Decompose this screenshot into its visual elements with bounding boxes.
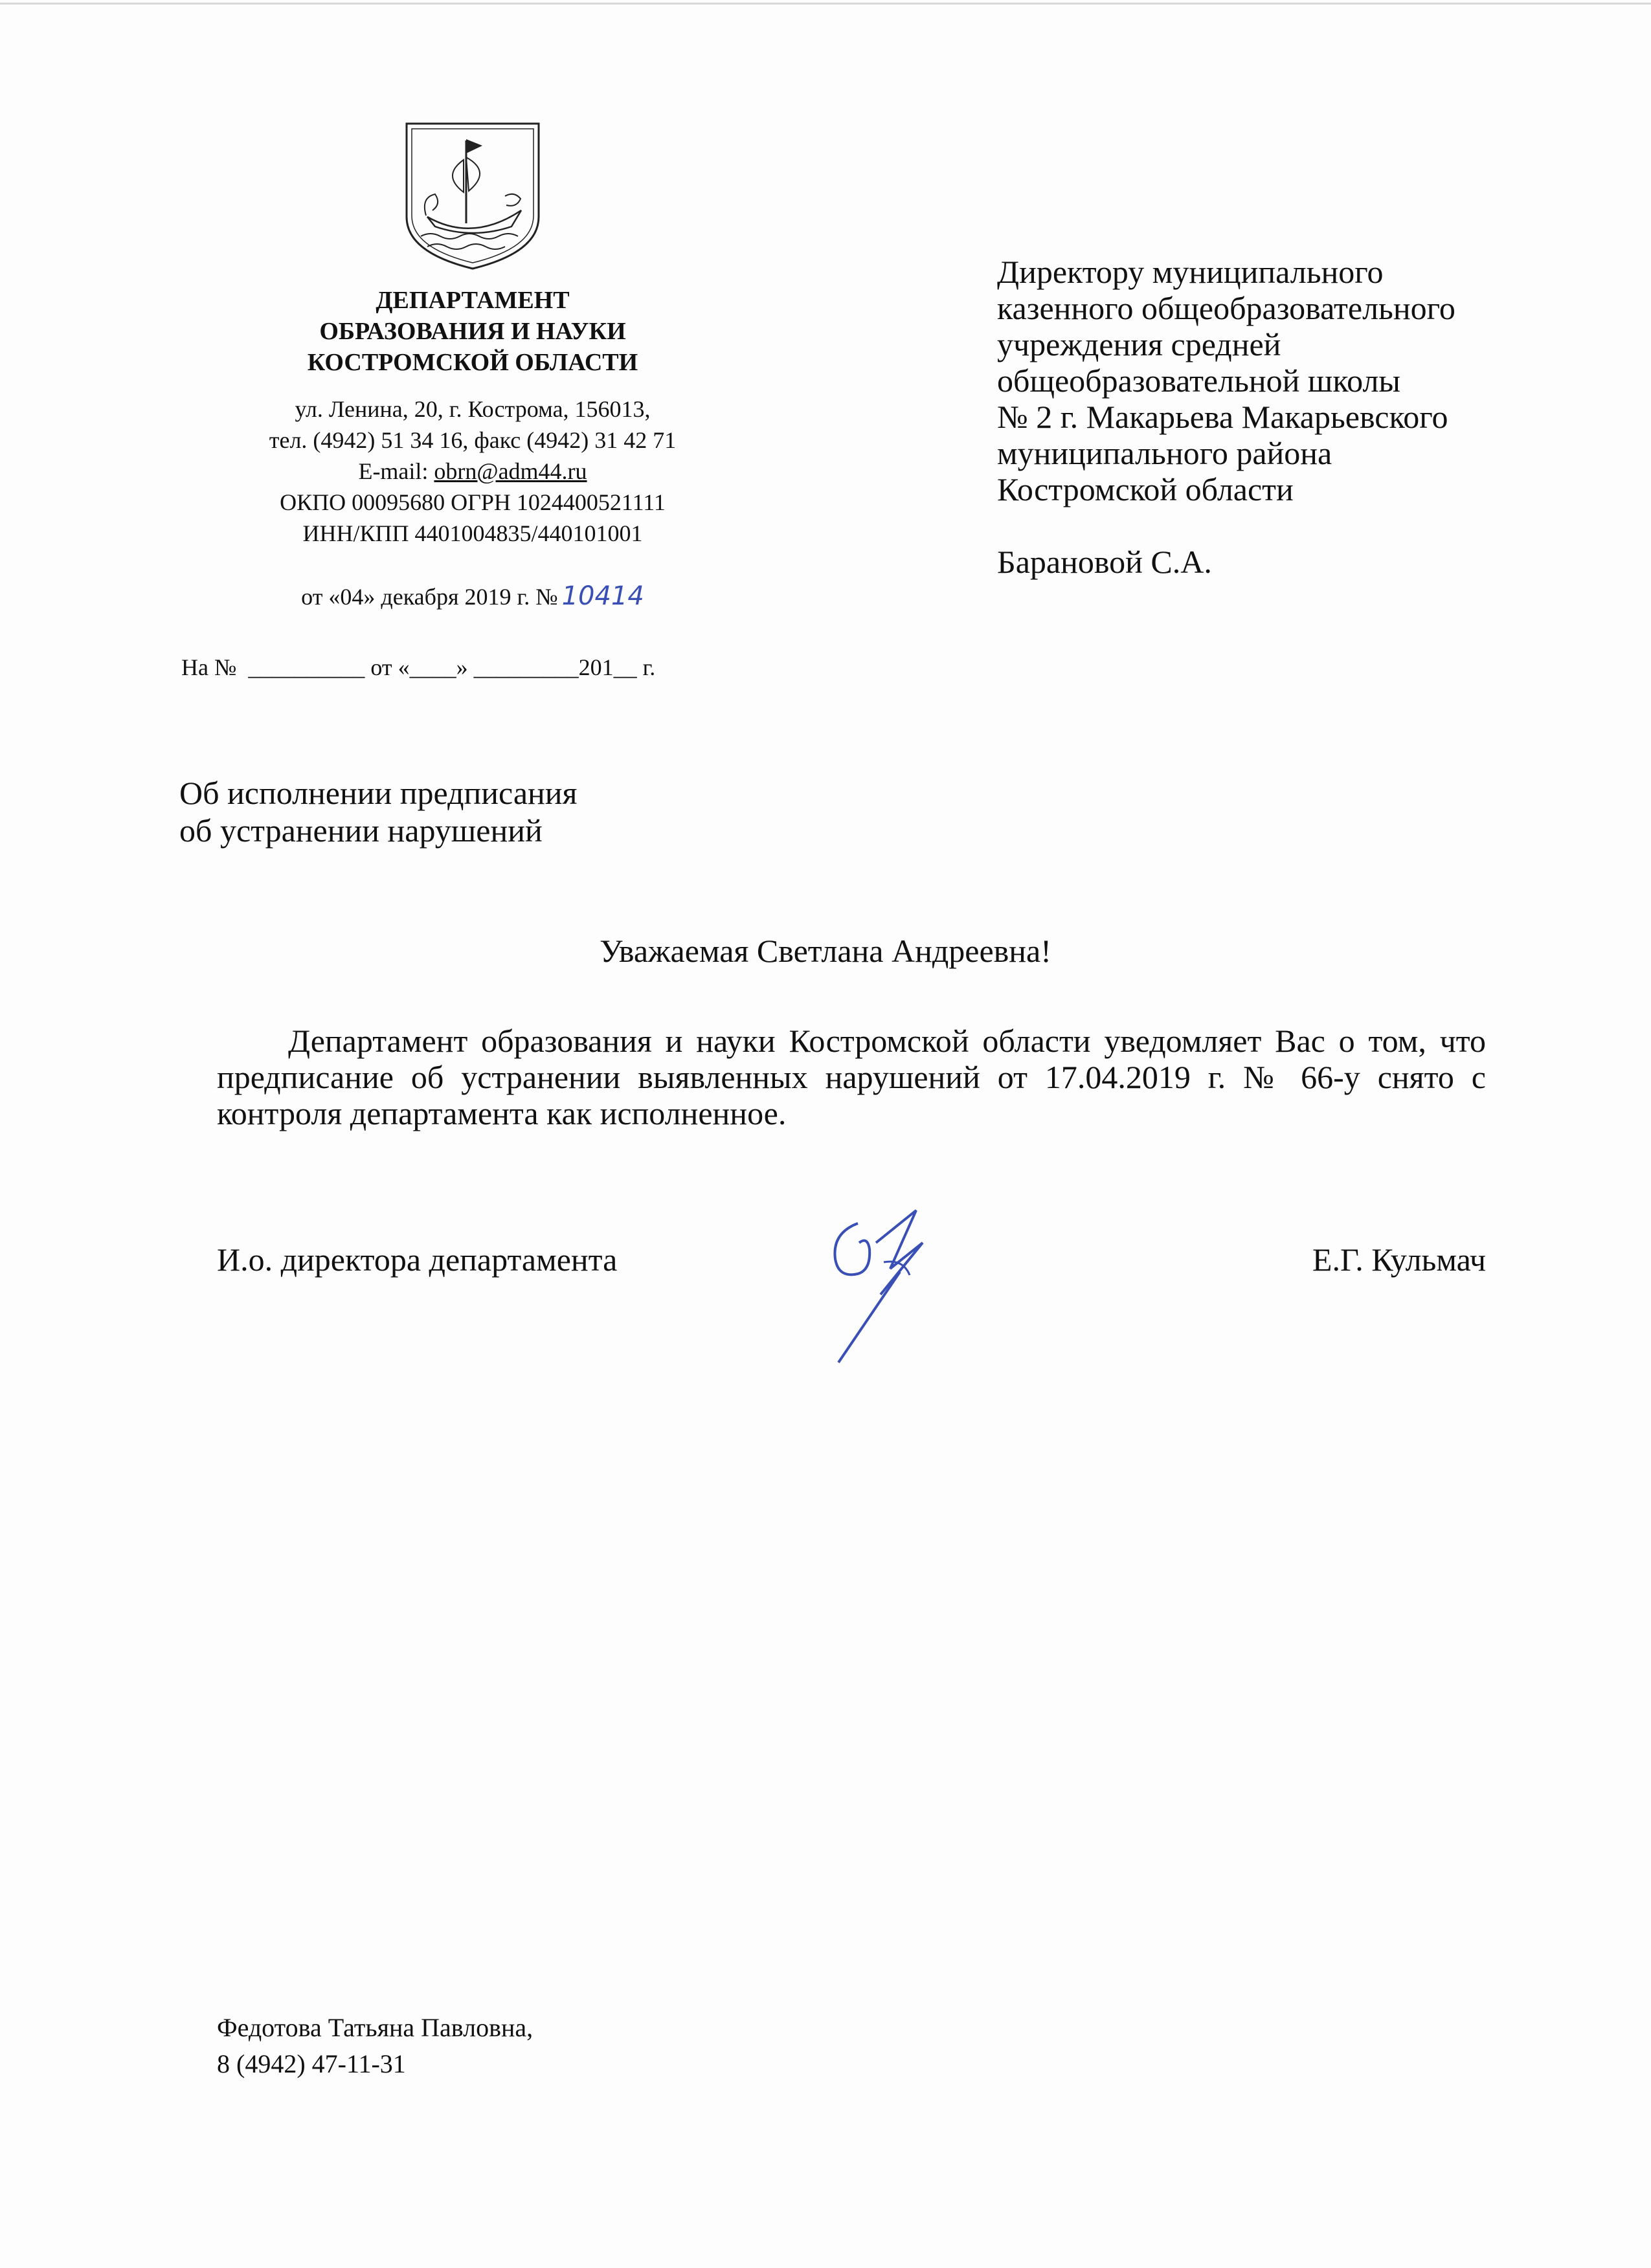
- incoming-reference: На № __________ от «____» _________201__ г.: [181, 654, 656, 680]
- recipient-line: муниципального района: [997, 435, 1332, 471]
- department-title-line: ОБРАЗОВАНИЯ И НАУКИ: [319, 318, 626, 345]
- signer-name: Е.Г. Кульмач: [1312, 1241, 1486, 1278]
- executor-block: [217, 2010, 533, 2082]
- department-title-line: ДЕПАРТАМЕНТ: [376, 287, 570, 314]
- department-okpo-ogrn: ОКПО 00095680 ОГРН 1024400521111: [280, 489, 666, 515]
- outgoing-registration: [214, 581, 732, 611]
- outgoing-date: от «04» декабря 2019 г. №: [301, 584, 558, 610]
- executor-name: Федотова Татьяна Павловна,: [217, 2013, 533, 2042]
- department-email-line: [214, 456, 732, 487]
- signer-role: И.о. директора департамента: [217, 1241, 618, 1278]
- subject-line: Об исполнении предписания: [179, 775, 578, 811]
- recipient-block: [997, 254, 1534, 580]
- department-address: ул. Ленина, 20, г. Кострома, 156013,: [295, 396, 651, 422]
- greeting: Уважаемая Светлана Андреевна!: [600, 933, 1051, 969]
- outgoing-number: 10414: [561, 581, 644, 611]
- executor-phone: 8 (4942) 47-11-31: [217, 2049, 406, 2078]
- recipient-line: Костромской области: [997, 471, 1294, 507]
- department-title-line: КОСТРОМСКОЙ ОБЛАСТИ: [307, 349, 638, 376]
- recipient-line: № 2 г. Макарьева Макарьевского: [997, 399, 1448, 435]
- letter-body: Департамент образования и науки Костромской области уведомляет Вас о том, что предписание об устранении выявленных нарушений от 17.04.2019 г. № 66-у снято с контроля департамента как исполненное.: [217, 1023, 1486, 1131]
- recipient-line: учреждения средней: [997, 326, 1281, 362]
- recipient-line: Директору муниципального: [997, 254, 1384, 290]
- email-link[interactable]: obrn@adm44.ru: [434, 458, 587, 484]
- letter-subject: [179, 774, 578, 849]
- recipient-line: казенного общеобразовательного: [997, 290, 1455, 326]
- subject-line: об устранении нарушений: [179, 812, 543, 849]
- scan-edge: [0, 3, 1651, 5]
- department-inn-kpp: ИНН/КПП 4401004835/440101001: [302, 520, 643, 546]
- department-phones: тел. (4942) 51 34 16, факс (4942) 31 42 71: [269, 427, 677, 453]
- recipient-name: Барановой С.А.: [997, 544, 1212, 580]
- coat-of-arms-icon: [401, 120, 544, 272]
- recipient-line: общеобразовательной школы: [997, 362, 1401, 399]
- department-contacts: [214, 394, 732, 549]
- email-label: E-mail:: [358, 458, 434, 484]
- handwritten-signature-icon: [819, 1197, 942, 1366]
- department-title: [214, 285, 732, 378]
